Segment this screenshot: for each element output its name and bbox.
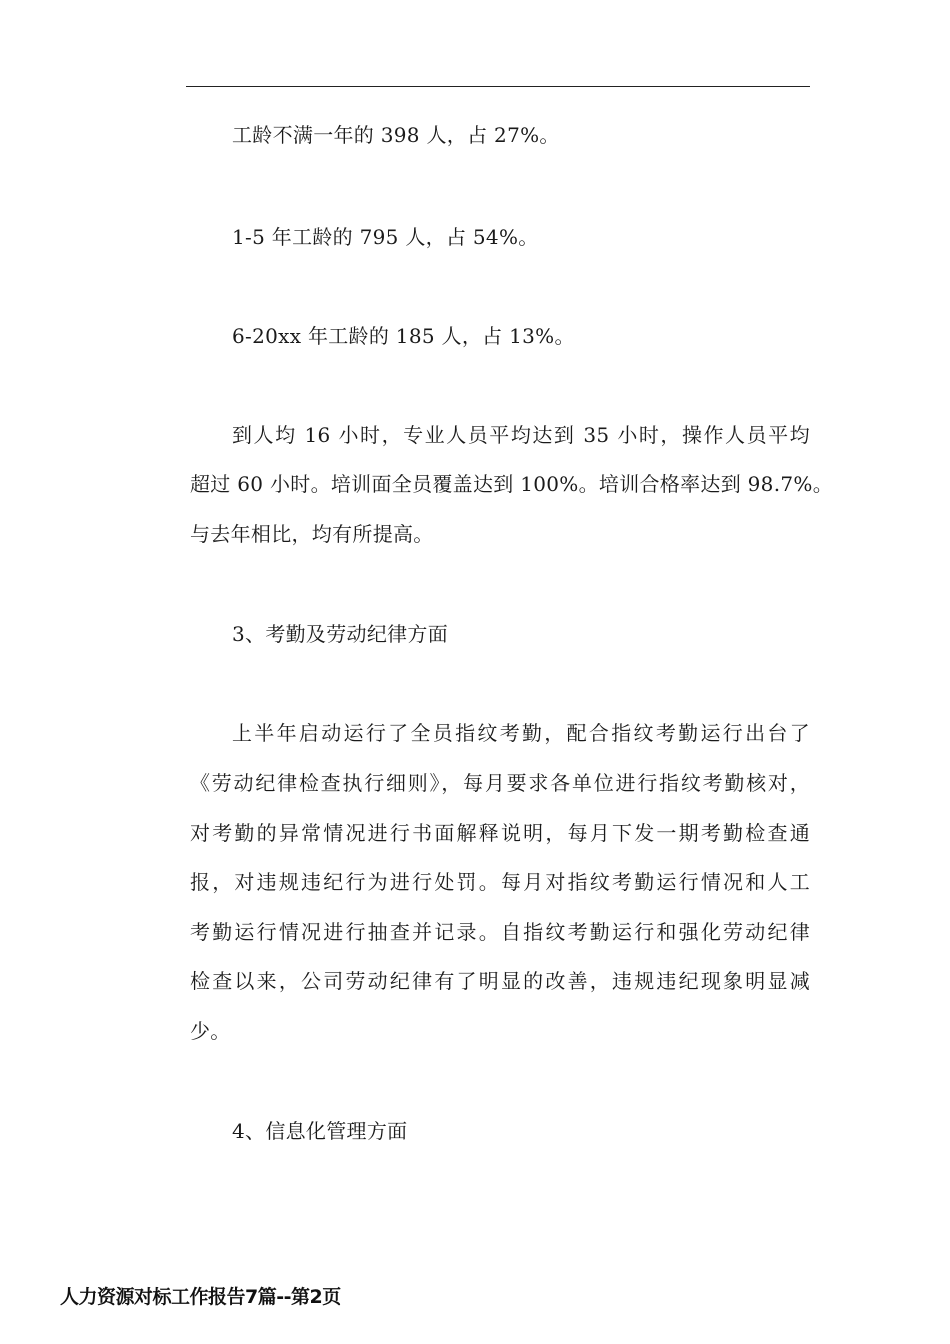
training-line-1: 到人均 16 小时，专业人员平均达到 35 小时，操作人员平均 (232, 423, 810, 447)
section-3-line-2: 《劳动纪律检查执行细则》，每月要求各单位进行指纹考勤核对， (190, 771, 810, 795)
stat-line-3: 6-20xx 年工龄的 185 人，占 13%。 (232, 324, 575, 348)
section-3-line-3: 对考勤的异常情况进行书面解释说明，每月下发一期考勤检查通 (190, 821, 810, 845)
section-3-heading: 3、考勤及劳动纪律方面 (232, 622, 449, 646)
training-line-3: 与去年相比，均有所提高。 (190, 522, 434, 546)
page-footer: 人力资源对标工作报告7篇--第2页 (60, 1286, 341, 1308)
stat-line-2: 1-5 年工龄的 795 人，占 54%。 (232, 225, 539, 249)
section-3-line-7: 少。 (190, 1019, 231, 1043)
header-rule (186, 86, 810, 87)
section-3-line-4: 报，对违规违纪行为进行处罚。每月对指纹考勤运行情况和人工 (190, 870, 810, 894)
section-3-line-1: 上半年启动运行了全员指纹考勤，配合指纹考勤运行出台了 (232, 721, 810, 745)
section-3-line-5: 考勤运行情况进行抽查并记录。自指纹考勤运行和强化劳动纪律 (190, 920, 810, 944)
section-3-line-6: 检查以来，公司劳动纪律有了明显的改善，违规违纪现象明显减 (190, 969, 810, 993)
training-line-2: 超过 60 小时。培训面全员覆盖达到 100%。培训合格率达到 98.7%。 (190, 472, 833, 496)
stat-line-1: 工龄不满一年的 398 人，占 27%。 (232, 123, 560, 147)
section-4-heading: 4、信息化管理方面 (232, 1119, 408, 1143)
